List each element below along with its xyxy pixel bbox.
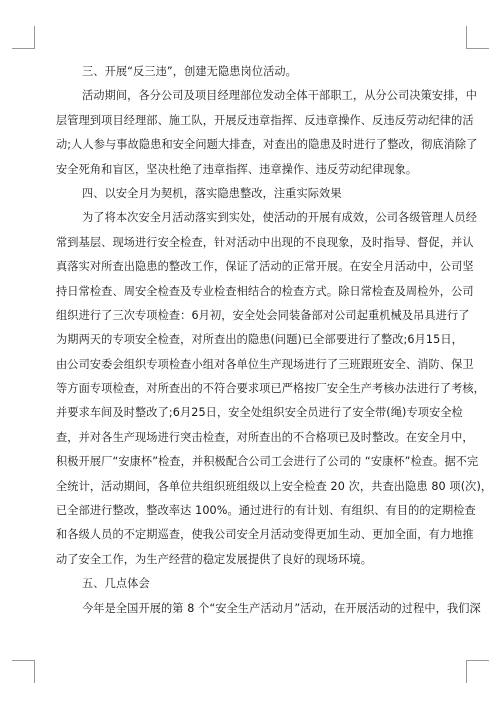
paragraph-line: 常到基层、现场进行安全检查，针对活动中出现的不良现象，及时指导、督促，并认 (56, 235, 474, 249)
paragraph-line: 持日常检查、周安全检查及专业检查相结合的检查方式。除日常检查及周检外，公司 (56, 284, 474, 298)
crop-mark-top-left (12, 26, 35, 49)
crop-mark-bottom-right (466, 660, 489, 683)
paragraph-line: 并要求车间及时整改了;6月25日，安全处组织安全员进行了安全带(绳)专项安全检 (56, 406, 463, 420)
paragraph-line: 为期两天的专项安全检查，对所查出的隐患(问题)已全部要进行了整改;6月15日， (56, 333, 463, 347)
paragraph-line: 今年是全国开展的第 8 个“安全生产活动月”活动，在开展活动的过程中，我们深 (82, 601, 481, 615)
paragraph-line: 为了将本次安全月活动落实到实处，使活动的开展有成效，公司各级管理人员经 (82, 211, 478, 225)
paragraph-line: 安全死角和盲区，坚决杜绝了违章指挥、违章操作、违反劳动纪律现象。 (56, 162, 418, 176)
paragraph-line: 和各级人员的不定期巡查，使我公司安全月活动变得更加生动、更加全面，有力地推 (56, 528, 474, 542)
section-heading: 四、以安全月为契机，落实隐患整改，注重实际效果 (82, 186, 342, 200)
crop-mark-top-right (466, 26, 489, 49)
paragraph-line: 由公司安委会组织专项检查小组对各单位生产现场进行了三班跟班安全、消防、保卫 (56, 357, 474, 371)
paragraph-line: 查，并对各生产现场进行突击检查，对所查出的不合格项已及时整改。在安全月中， (56, 430, 474, 444)
paragraph-line: 全统计，活动期间，各单位共组织班组级以上安全检查 20 次，共查出隐患 80 项(次)， (56, 479, 493, 493)
paragraph-line: 等方面专项检查，对所查出的不符合要求项已严格按厂安全生产考核办法进行了考核， (56, 382, 485, 396)
document-body (56, 60, 493, 621)
paragraph-line: 动了安全工作，为生产经营的稳定发展提供了良好的现场环境。 (56, 552, 373, 566)
crop-mark-bottom-left (12, 660, 35, 683)
paragraph-line: 动;人人参与事故隐患和安全问题大排查，对查出的隐患及时进行了整改，彻底消除了 (56, 138, 478, 152)
section-heading: 三、开展“反三违”，创建无隐患岗位活动。 (82, 65, 297, 78)
section-heading: 五、几点体会 (82, 577, 150, 591)
paragraph-line: 已全部进行整改，整改率达 100%。通过进行的有计划、有组织、有目的的定期检查 (56, 504, 476, 518)
paragraph-line: 活动期间，各分公司及项目经理部位发动全体干部职工，从分公司决策安排，中 (82, 89, 478, 103)
paragraph-line: 层管理到项目经理部、施工队，开展反违章指挥、反违章操作、反违反劳动纪律的活 (56, 113, 474, 127)
paragraph-line: 积极开展厂“安康杯”检查，并积极配合公司工会进行了公司的 “安康杯”检查。据不完 (56, 455, 479, 469)
paragraph-line: 组织进行了三次专项检查：6月初，安全处会同装备部对公司起重机械及吊具进行了 (56, 308, 470, 322)
paragraph-line: 真落实对所查出隐患的整改工作，保证了活动的正常开展。在安全月活动中，公司坚 (56, 260, 474, 274)
